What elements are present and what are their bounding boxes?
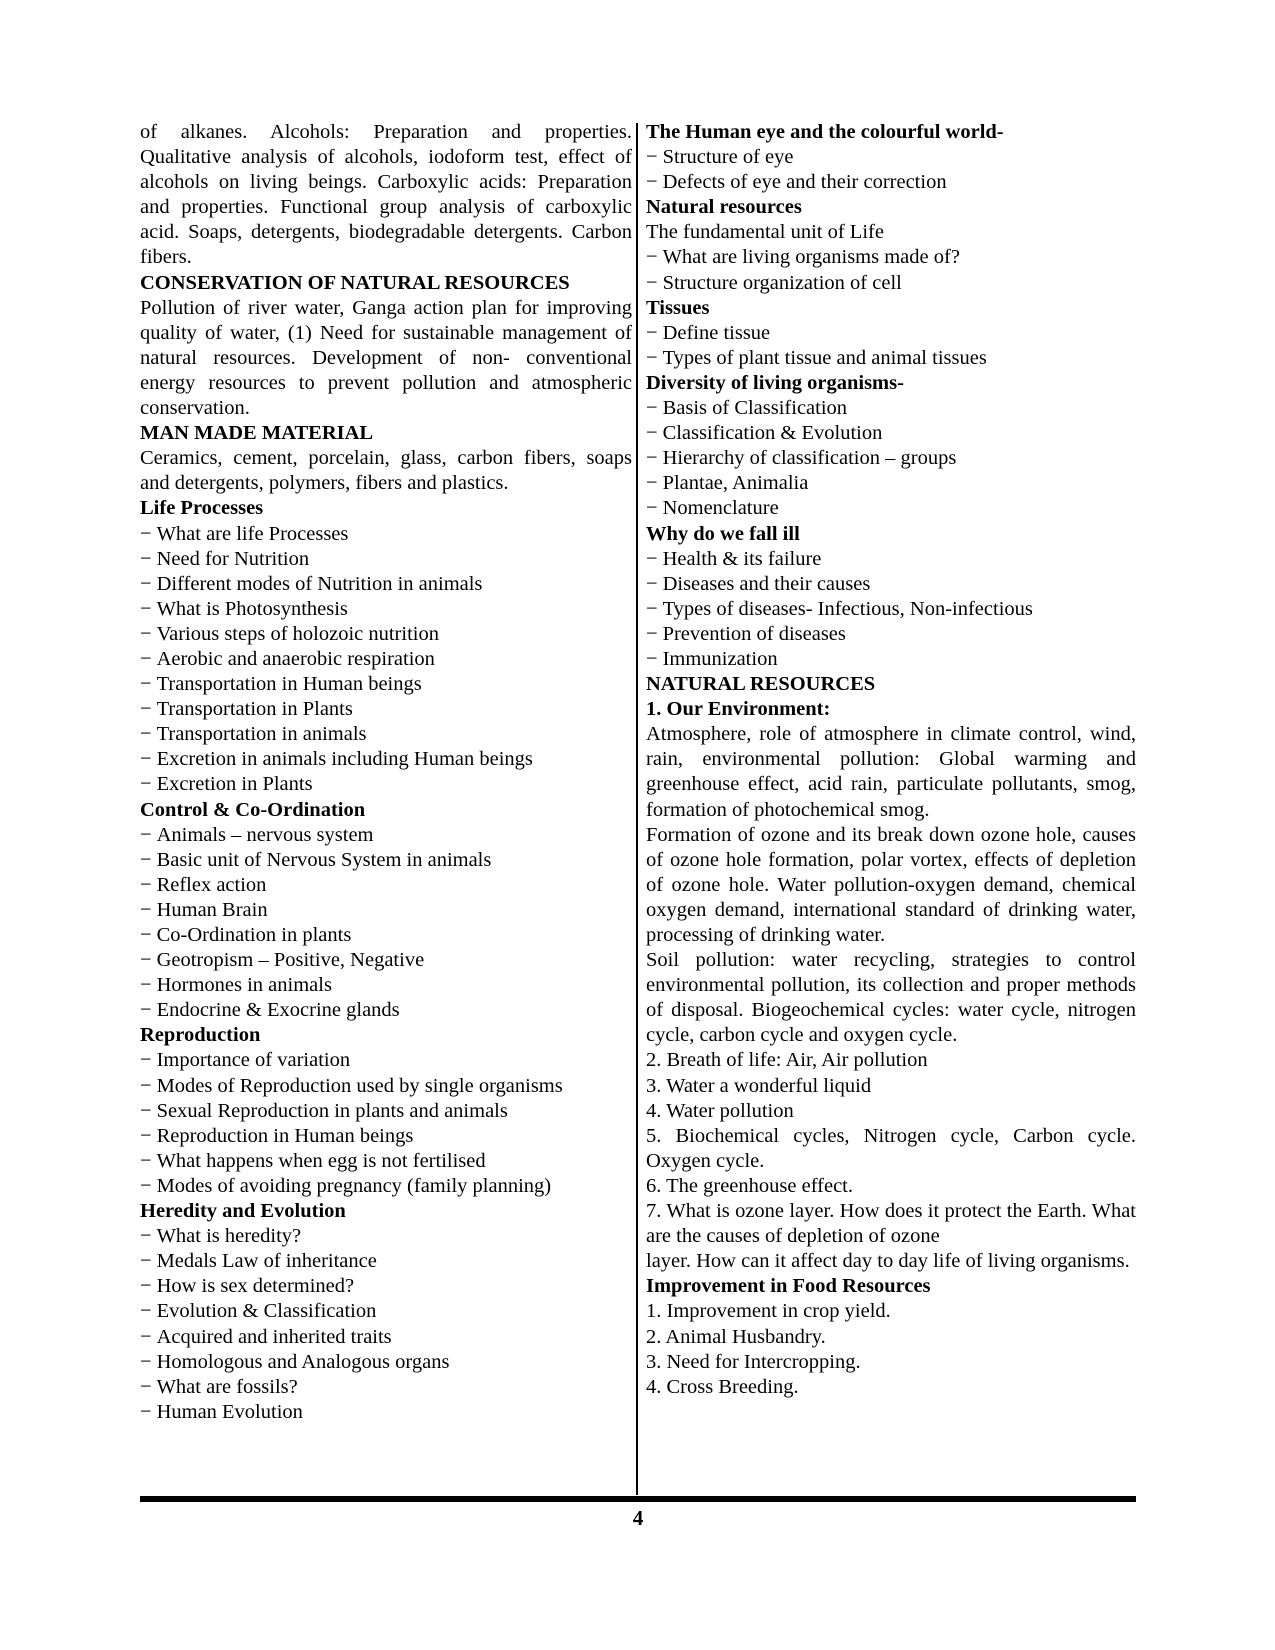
section-heading: 1. Our Environment: [646,698,831,721]
bullet-dash-icon: − [140,1250,152,1273]
list-item [140,1048,632,1073]
list-item [140,522,632,547]
list-item [140,1299,632,1324]
bullet-dash-icon: − [140,999,152,1022]
paragraph: Atmosphere, role of atmosphere in climate control, wind, rain, environmental pollution: Global warming and greenhouse effect, acid rain, particulate pollutants, smog, formation of photochemical smog. [646,723,1136,821]
list-item [140,747,632,772]
list-item-text: Co-Ordination in plants [156,924,352,946]
bullet-dash-icon: − [646,171,658,194]
bullet-dash-icon: − [140,898,152,921]
bullet-list [646,245,1136,295]
bullet-dash-icon: − [140,1149,152,1172]
list-item-text: Health & its failure [662,547,822,570]
list-item [140,772,632,797]
paragraph: layer. How can it affect day to day life of living organisms. [646,1250,1130,1273]
bullet-dash-icon: − [140,698,152,721]
list-item-text: Types of plant tissue and animal tissues [662,346,987,369]
list-item [140,848,632,873]
bullet-dash-icon: − [140,1049,152,1072]
section-heading: Tissues [646,296,710,319]
section-heading: Natural resources [646,196,802,219]
paragraph: Ceramics, cement, porcelain, glass, carbon fibers, soaps and detergents, polymers, fibers and plastics. [140,447,632,495]
list-item [140,1325,632,1350]
bullet-dash-icon: − [646,647,658,670]
bullet-dash-icon: − [140,773,152,796]
list-item [140,722,632,747]
bullet-dash-icon: − [646,497,658,520]
bullet-dash-icon: − [646,246,658,269]
bullet-list [646,321,1136,371]
footer-rule [140,1496,1136,1502]
list-item-text: What happens when egg is not fertilised [156,1149,486,1172]
bullet-list [646,145,1136,195]
bullet-dash-icon: − [646,321,658,344]
list-item-text: What is Photosynthesis [156,597,348,620]
paragraph: Pollution of river water, Ganga action plan for improving quality of water, (1) Need for sustainable management of natural resources. Development of non- conventional energy resources to prevent pollution and atmospheric conservation. [140,296,632,420]
bullet-dash-icon: − [140,547,152,570]
section-heading: Improvement in Food Resources [646,1275,931,1298]
paragraph: Soil pollution: water recycling, strategies to control environmental pollution, its collection and proper methods of disposal. Biogeochemical cycles: water cycle, nitrogen cycle, carbon cycle and oxygen cycle. [646,949,1136,1047]
bullet-dash-icon: − [140,848,152,871]
text-line: 3. Need for Intercropping. [646,1350,861,1373]
list-item [140,697,632,722]
bullet-dash-icon: − [646,597,658,620]
list-item-text: Structure of eye [662,146,794,169]
list-item [646,245,1136,270]
list-item-text: Importance of variation [156,1049,351,1072]
list-item-text: Prevention of diseases [662,622,846,645]
list-item-text: Geotropism – Positive, Negative [156,949,425,972]
section-heading: NATURAL RESOURCES [646,673,876,696]
section-heading: The Human eye and the colourful world- [646,121,1004,143]
section-heading: Why do we fall ill [646,522,800,545]
list-item-text: Types of diseases- Infectious, Non-infectious [662,597,1033,620]
bullet-dash-icon: − [646,622,658,645]
bullet-dash-icon: − [140,1300,152,1323]
section-heading: Reproduction [140,1024,261,1047]
bullet-list [140,823,632,1024]
list-item [646,396,1136,421]
list-item-text: Nomenclature [662,497,779,520]
list-item-text: Need for Nutrition [156,547,310,570]
list-item [140,572,632,597]
bullet-dash-icon: − [140,1275,152,1298]
bullet-dash-icon: − [646,447,658,470]
bullet-dash-icon: − [646,397,658,420]
list-item [140,1174,632,1199]
section-heading: Control & Co-Ordination [140,798,366,821]
list-item [140,1274,632,1299]
bullet-dash-icon: − [140,1375,152,1398]
bullet-dash-icon: − [140,1099,152,1122]
list-item [140,998,632,1023]
bullet-dash-icon: − [140,1325,152,1348]
list-item-text: Various steps of holozoic nutrition [156,622,439,645]
bullet-dash-icon: − [140,974,152,997]
bullet-dash-icon: − [646,472,658,495]
bullet-dash-icon: − [140,572,152,595]
bullet-dash-icon: − [140,1400,152,1423]
list-item [646,145,1136,170]
list-item [646,321,1136,346]
list-item-text: What is heredity? [156,1225,302,1248]
bullet-list [140,522,632,798]
list-item [140,1249,632,1274]
list-item-text: Plantae, Animalia [662,472,809,495]
list-item [140,973,632,998]
list-item-text: Transportation in animals [156,723,367,746]
bullet-dash-icon: − [646,422,658,445]
bullet-dash-icon: − [140,597,152,620]
section-heading: CONSERVATION OF NATURAL RESOURCES [140,271,570,294]
list-item [140,622,632,647]
bullet-dash-icon: − [140,823,152,846]
list-item-text: Excretion in animals including Human beings [156,748,533,771]
list-item-text: Sexual Reproduction in plants and animals [156,1099,508,1122]
list-item-text: Different modes of Nutrition in animals [156,572,483,595]
list-item [646,421,1136,446]
text-line: 2. Animal Husbandry. [646,1325,826,1348]
bullet-dash-icon: − [646,346,658,369]
list-item [140,672,632,697]
list-item-text: Homologous and Analogous organs [156,1350,450,1373]
bullet-dash-icon: − [140,1225,152,1248]
bullet-dash-icon: − [646,271,658,294]
text-line: 4. Water pollution [646,1099,794,1122]
list-item [646,446,1136,471]
section-heading: MAN MADE MATERIAL [140,422,374,445]
paragraph: 5. Biochemical cycles, Nitrogen cycle, Carbon cycle. Oxygen cycle. [646,1124,1136,1172]
list-item-text: Diseases and their causes [662,572,871,595]
list-item-text: Defects of eye and their correction [662,171,947,194]
list-item-text: Human Brain [156,898,268,921]
list-item-text: Structure organization of cell [662,271,902,294]
list-item-text: Hierarchy of classification – groups [662,447,957,470]
list-item-text: Human Evolution [156,1400,303,1423]
list-item [140,873,632,898]
list-item-text: Reproduction in Human beings [156,1124,414,1147]
bullet-dash-icon: − [140,748,152,771]
bullet-dash-icon: − [140,1174,152,1197]
list-item-text: Basis of Classification [662,397,848,420]
list-item [140,823,632,848]
section-heading: Heredity and Evolution [140,1200,346,1223]
bullet-dash-icon: − [140,873,152,896]
text-line: 4. Cross Breeding. [646,1375,799,1398]
bullet-list [140,1048,632,1199]
section-heading: Diversity of living organisms- [646,371,904,394]
bullet-dash-icon: − [140,622,152,645]
list-item-text: Endocrine & Exocrine glands [156,999,400,1022]
list-item [140,898,632,923]
list-item-text: Excretion in Plants [156,773,313,796]
list-item [140,1350,632,1375]
list-item [140,597,632,622]
bullet-dash-icon: − [646,146,658,169]
list-item-text: Aerobic and anaerobic respiration [156,647,435,670]
right-column [646,120,1136,1400]
list-item [140,1400,632,1425]
list-item-text: Define tissue [662,321,771,344]
list-item [140,1224,632,1249]
list-item-text: Transportation in Plants [156,698,353,721]
list-item [646,647,1136,672]
list-item-text: Modes of avoiding pregnancy (family planning) [156,1174,552,1197]
two-column-layout [140,120,1136,1425]
list-item [140,1149,632,1174]
list-item [646,496,1136,521]
bullet-list [646,396,1136,521]
left-column [140,120,632,1425]
list-item-text: Reflex action [156,873,267,896]
bullet-list [646,547,1136,672]
bullet-dash-icon: − [646,572,658,595]
text-line: The fundamental unit of Life [646,221,884,244]
list-item [140,948,632,973]
text-line: 6. The greenhouse effect. [646,1174,854,1197]
bullet-dash-icon: − [140,924,152,946]
list-item-text: Classification & Evolution [662,422,883,445]
list-item [646,547,1136,572]
bullet-dash-icon: − [140,673,152,696]
paragraph: of alkanes. Alcohols: Preparation and properties. Qualitative analysis of alcohols, iodoform test, effect of alcohols on living beings. Carboxylic acids: Preparation and properties. Functional group analysis of carboxylic acid. Soaps, detergents, biodegradable detergents. Carbon fibers. [140,121,632,269]
list-item [646,622,1136,647]
list-item-text: Transportation in Human beings [156,673,422,696]
list-item [140,1124,632,1149]
paragraph: 7. What is ozone layer. How does it protect the Earth. What are the causes of depletion of ozone [646,1200,1136,1248]
list-item [140,647,632,672]
list-item [646,471,1136,496]
list-item [140,923,632,948]
list-item-text: Acquired and inherited traits [156,1325,392,1348]
list-item [646,271,1136,296]
paragraph: Formation of ozone and its break down ozone hole, causes of ozone hole formation, polar vortex, effects of depletion of ozone hole. Water pollution-oxygen demand, chemical oxygen demand, international standard of drinking water, processing of drinking water. [646,823,1136,946]
bullet-dash-icon: − [140,949,152,972]
list-item-text: Immunization [662,647,778,670]
bullet-dash-icon: − [140,647,152,670]
bullet-dash-icon: − [140,723,152,746]
list-item-text: Hormones in animals [156,974,332,997]
list-item [140,1074,632,1099]
list-item-text: How is sex determined? [156,1275,355,1298]
list-item-text: Modes of Reproduction used by single organisms [156,1074,563,1097]
bullet-list [140,1224,632,1425]
list-item-text: What are life Processes [156,522,349,545]
bullet-dash-icon: − [140,1124,152,1147]
list-item [140,1375,632,1400]
list-item [140,1099,632,1124]
list-item-text: Medals Law of inheritance [156,1250,377,1273]
bullet-dash-icon: − [140,1350,152,1373]
page-number: 4 [632,1506,644,1530]
list-item [140,547,632,572]
bullet-dash-icon: − [646,547,658,570]
list-item-text: What are fossils? [156,1375,298,1398]
list-item [646,346,1136,371]
list-item-text: What are living organisms made of? [662,246,960,269]
text-line: 2. Breath of life: Air, Air pollution [646,1049,928,1072]
bullet-dash-icon: − [140,522,152,545]
section-heading: Life Processes [140,497,264,520]
column-divider [636,123,638,1495]
list-item-text: Animals – nervous system [156,823,374,846]
text-line: 3. Water a wonderful liquid [646,1074,872,1097]
list-item [646,170,1136,195]
list-item-text: Basic unit of Nervous System in animals [156,848,492,871]
list-item-text: Evolution & Classification [156,1300,377,1323]
list-item [646,597,1136,622]
bullet-dash-icon: − [140,1074,152,1097]
list-item [646,572,1136,597]
text-line: 1. Improvement in crop yield. [646,1300,891,1323]
